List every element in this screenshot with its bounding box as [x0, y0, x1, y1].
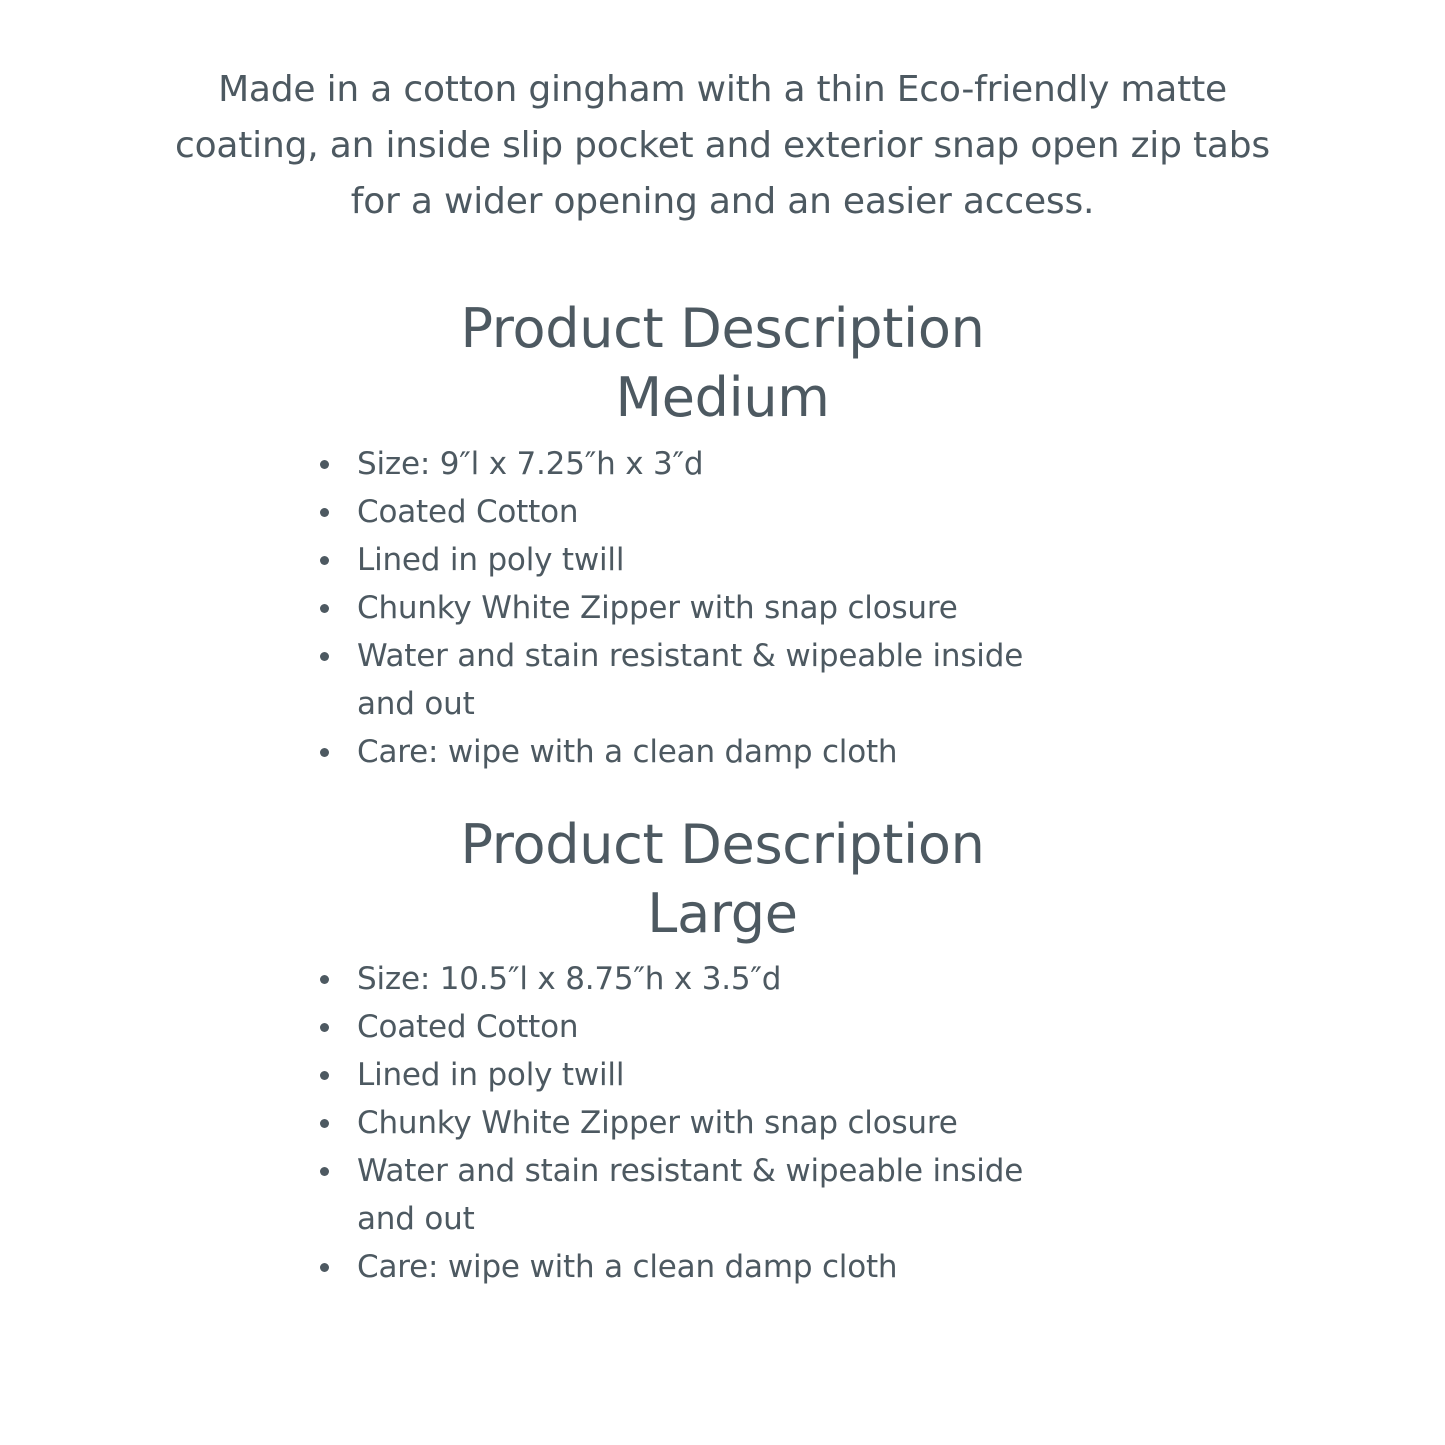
list-item — [313, 1003, 1133, 1051]
list-item-text: Care: wipe with a clean damp cloth — [357, 1249, 898, 1285]
bullet-icon — [320, 1023, 329, 1032]
list-item — [313, 536, 1133, 584]
list-item-text: Lined in poly twill — [357, 1057, 625, 1093]
bullet-icon — [320, 508, 329, 517]
intro-line: coating, an inside slip pocket and exterior snap open zip tabs — [174, 125, 1270, 166]
list-item — [313, 440, 1133, 488]
bullet-icon — [320, 1119, 329, 1128]
bullet-icon — [320, 604, 329, 613]
list-item-text: Care: wipe with a clean damp cloth — [357, 734, 898, 770]
list-item-text: Size: 10.5″l x 8.75″h x 3.5″d — [357, 961, 782, 997]
list-item-text: Coated Cotton — [357, 494, 579, 530]
bullet-icon — [320, 460, 329, 469]
spec-list-large — [313, 955, 1133, 1291]
bullet-icon — [320, 556, 329, 565]
list-item-text-continued: and out — [357, 1201, 475, 1237]
list-item — [313, 584, 1133, 632]
intro-line: Made in a cotton gingham with a thin Eco-friendly matte — [218, 69, 1227, 110]
list-item-text: Water and stain resistant & wipeable inside — [357, 638, 1024, 674]
list-item-text: Chunky White Zipper with snap closure — [357, 1105, 958, 1141]
intro-line: for a wider opening and an easier access. — [350, 181, 1095, 222]
section-title-large — [0, 810, 1445, 948]
bullet-icon — [320, 652, 329, 661]
spec-list-medium — [313, 440, 1133, 776]
list-item — [313, 1147, 1133, 1243]
list-item — [313, 1243, 1133, 1291]
list-item — [313, 955, 1133, 1003]
section-title-line: Product Description — [460, 813, 985, 876]
list-item — [313, 632, 1133, 728]
list-item-text: Chunky White Zipper with snap closure — [357, 590, 958, 626]
list-item — [313, 1099, 1133, 1147]
list-item-text: Coated Cotton — [357, 1009, 579, 1045]
list-item — [313, 488, 1133, 536]
list-item — [313, 1051, 1133, 1099]
list-item-text-continued: and out — [357, 686, 475, 722]
list-item-text: Size: 9″l x 7.25″h x 3″d — [357, 446, 704, 482]
bullet-icon — [320, 1167, 329, 1176]
bullet-icon — [320, 1071, 329, 1080]
section-size-label: Large — [647, 882, 798, 945]
bullet-icon — [320, 748, 329, 757]
bullet-icon — [320, 1263, 329, 1272]
section-title-line: Product Description — [460, 297, 985, 360]
section-size-label: Medium — [615, 366, 830, 429]
bullet-icon — [320, 975, 329, 984]
list-item-text: Lined in poly twill — [357, 542, 625, 578]
intro-paragraph — [0, 62, 1445, 230]
list-item-text: Water and stain resistant & wipeable inside — [357, 1153, 1024, 1189]
list-item — [313, 728, 1133, 776]
section-title-medium — [0, 294, 1445, 432]
